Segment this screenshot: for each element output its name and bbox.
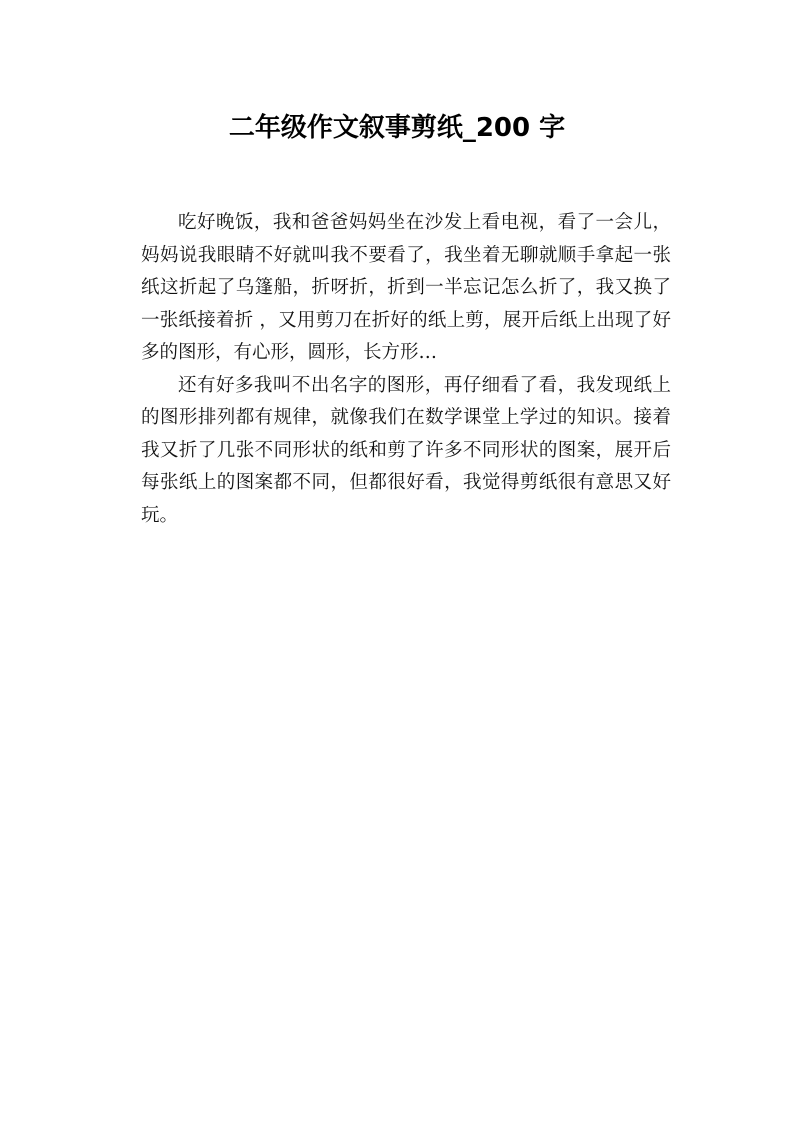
paragraph-2: 还有好多我叫不出名字的图形，再仔细看了看，我发现纸上的图形排列都有规律，就像我们在数学课堂上学过的知识。接着我又折了几张不同形状的纸和剪了许多不同形状的图案，展开后每张纸上的图案都不同，但都很好看，我觉得剪纸很有意思又好玩。 <box>141 374 671 526</box>
paragraph-1: 吃好晚饭，我和爸爸妈妈坐在沙发上看电视，看了一会儿，妈妈说我眼睛不好就叫我不要看了，我坐着无聊就顺手拿起一张纸这折起了乌篷船，折呀折，折到一半忘记怎么折了，我又换了一张纸接着折 ，又用剪刀在折好的纸上剪，展开后纸上出现了好多的图形，有心形，圆形，长方形… <box>141 212 671 363</box>
document-body <box>141 207 671 532</box>
document-title: 二年级作文叙事剪纸_200 字 <box>228 113 566 143</box>
